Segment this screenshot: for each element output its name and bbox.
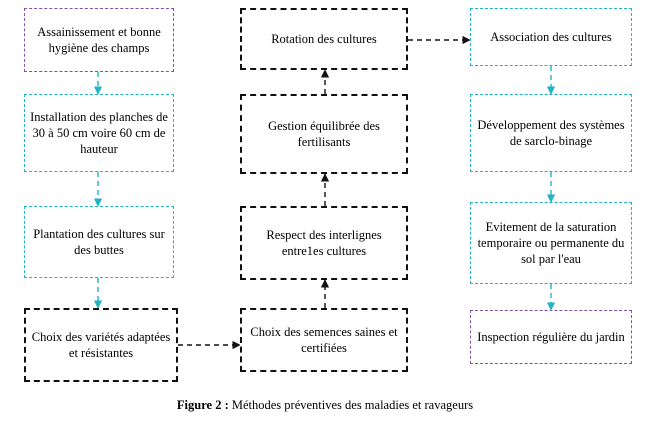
figure-caption-label: Figure 2 : (176, 398, 229, 412)
node-gestion-fertilisants[interactable] (240, 94, 408, 174)
figure-caption (0, 398, 650, 413)
node-label: Association des cultures (490, 29, 612, 44)
node-association-cultures[interactable] (470, 8, 632, 66)
figure-caption-text: Méthodes préventives des maladies et ravageurs (228, 398, 474, 412)
node-label: Choix des variétés adaptées et résistantes (31, 329, 171, 360)
node-label: Evitement de la saturation temporaire ou permanente du sol par l'eau (477, 219, 625, 267)
node-label: Installation des planches de 30 à 50 cm voire 60 cm de hauteur (30, 109, 168, 157)
node-inspection-jardin[interactable] (470, 310, 632, 364)
node-label: Respect des interlignes entre1es cultures (266, 227, 382, 258)
node-installation-planches[interactable] (24, 94, 174, 172)
node-label: Choix des semences saines et certifiées (250, 324, 398, 355)
node-label: Gestion équilibrée des fertilisants (268, 118, 380, 149)
node-label: Rotation des cultures (271, 31, 377, 46)
node-choix-varietes[interactable] (24, 308, 178, 382)
node-choix-semences[interactable] (240, 308, 408, 372)
node-assainissement-hygiene[interactable] (24, 8, 174, 72)
node-label: Inspection régulière du jardin (477, 329, 625, 344)
node-label: Plantation des cultures sur des buttes (33, 226, 165, 257)
node-label: Assainissement et bonne hygiène des champs (37, 24, 161, 55)
node-plantation-buttes[interactable] (24, 206, 174, 278)
node-developpement-sarclobinage[interactable] (470, 94, 632, 172)
node-label: Développement des systèmes de sarclo-binage (477, 117, 625, 148)
node-rotation-cultures[interactable] (240, 8, 408, 70)
node-respect-interlignes[interactable] (240, 206, 408, 280)
node-evitement-saturation[interactable] (470, 202, 632, 284)
